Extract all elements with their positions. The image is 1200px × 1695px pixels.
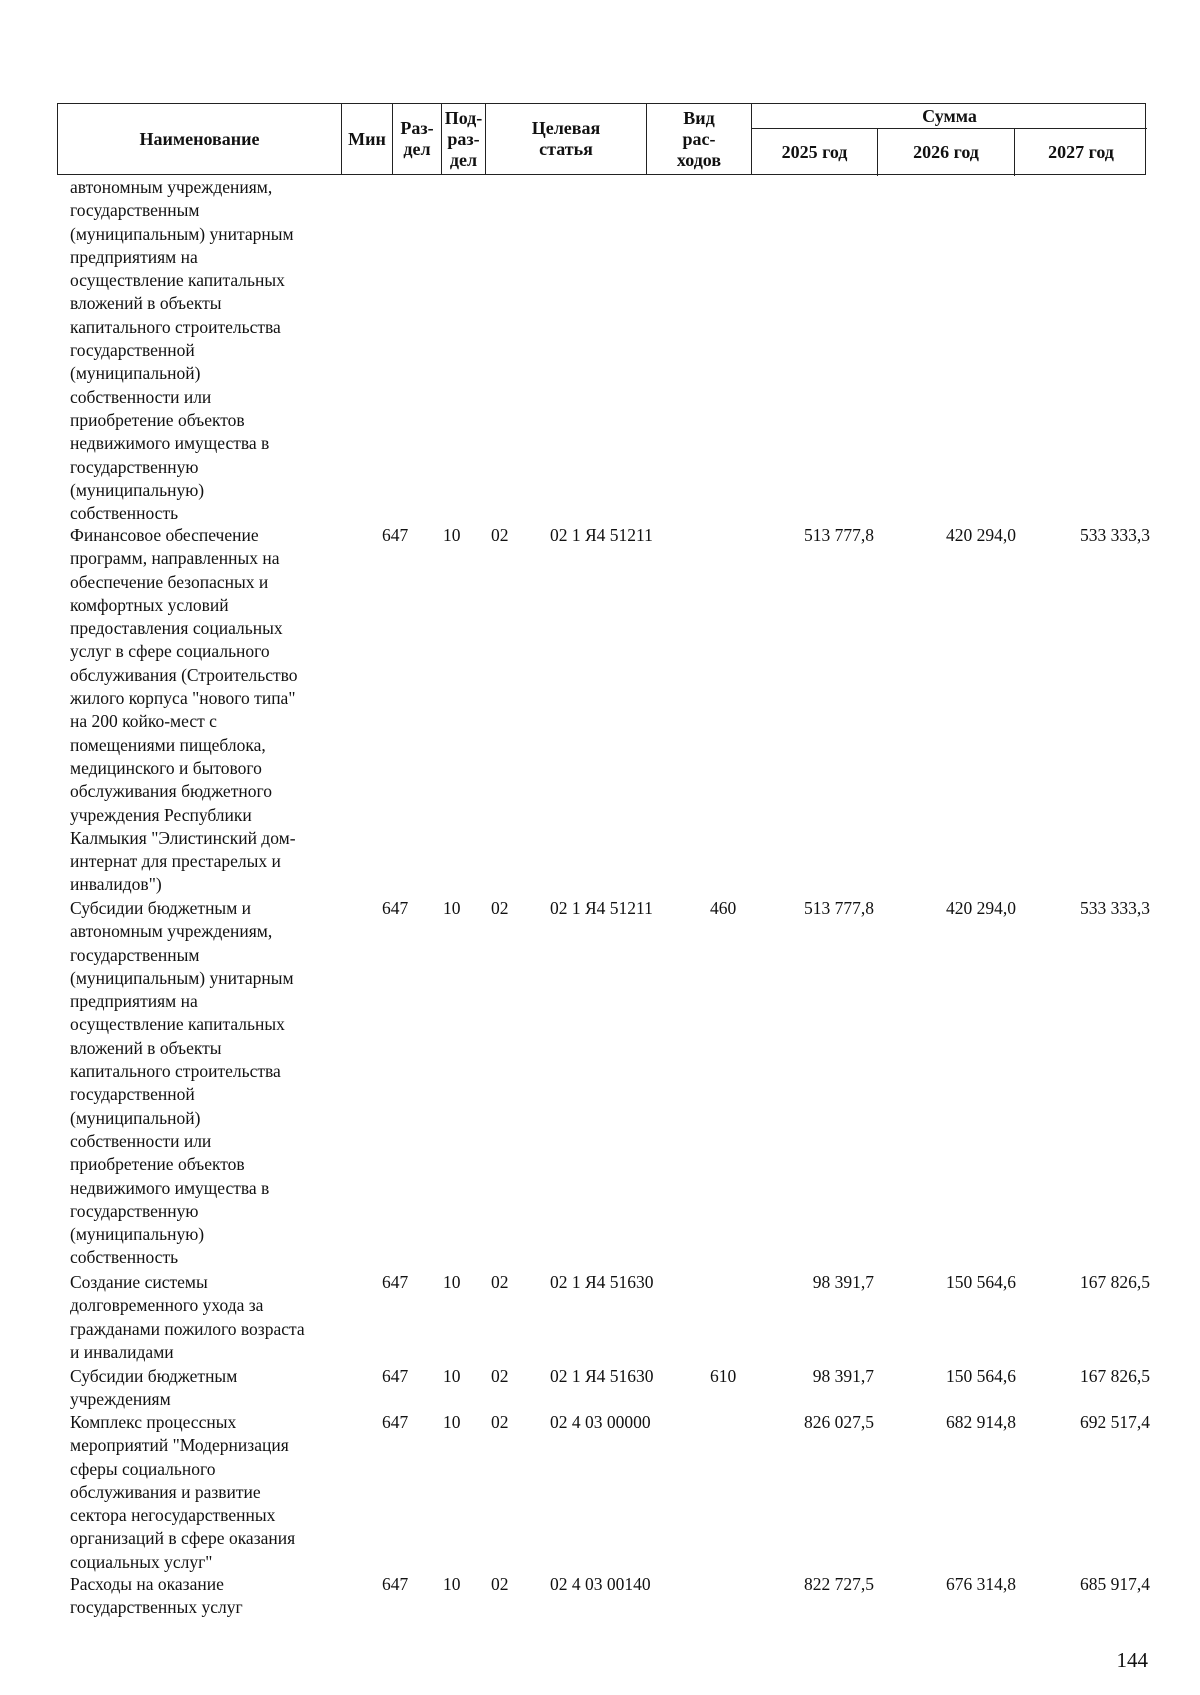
row-min: 647 (382, 525, 409, 545)
row-vid-rashodov: 460 (710, 898, 737, 918)
row-celevaya-statya: 02 1 Я4 51630 (550, 1272, 654, 1292)
row-name: Субсидии бюджетным учреждениям (70, 1366, 238, 1410)
header-year-2026: 2026 год (878, 129, 1015, 176)
row-podrazdel: 02 (491, 525, 509, 545)
header-podrazdel: Под- раз- дел (442, 104, 486, 174)
row-name: Расходы на оказание государственных услуг (70, 1574, 243, 1618)
row-razdel: 10 (443, 1366, 461, 1386)
row-sum-2026: 682 914,8 (946, 1412, 1016, 1432)
row-podrazdel: 02 (491, 898, 509, 918)
row-sum-2025: 822 727,5 (804, 1574, 874, 1594)
row-podrazdel: 02 (491, 1412, 509, 1432)
row-sum-2025: 98 391,7 (812, 1366, 874, 1386)
row-sum-2026: 420 294,0 (946, 898, 1016, 918)
row-min: 647 (382, 1366, 409, 1386)
header-summa-group (752, 104, 1147, 174)
row-sum-2027: 533 333,3 (1080, 525, 1150, 545)
row-sum-2026: 150 564,6 (946, 1366, 1016, 1386)
row-sum-2027: 167 826,5 (1080, 1272, 1150, 1292)
header-year-2025: 2025 год (752, 129, 878, 176)
row-name: автономным учреждениям, государственным (муниципальным) унитарным предприятиям на осуществление капитальных вложений в объекты капитального строительства государственной (муниципальной) собственности или приобретение объектов недвижимого имущества в государственную (муниципальную) собственность (70, 177, 294, 524)
row-sum-2027: 685 917,4 (1080, 1574, 1150, 1594)
row-name: Комплекс процессных мероприятий "Модернизация сферы социального обслуживания и развитие сектора негосударственных организаций в сфере оказания социальных услуг" (70, 1412, 296, 1572)
row-celevaya-statya: 02 4 03 00140 (550, 1574, 651, 1594)
header-year-2027: 2027 год (1048, 142, 1114, 162)
row-razdel: 10 (443, 898, 461, 918)
row-razdel: 10 (443, 525, 461, 545)
row-min: 647 (382, 1272, 409, 1292)
row-sum-2027: 167 826,5 (1080, 1366, 1150, 1386)
row-celevaya-statya: 02 1 Я4 51211 (550, 898, 653, 918)
row-name: Субсидии бюджетным и автономным учреждениям, государственным (муниципальным) унитарным предприятиям на осуществление капитальных вложений в объекты капитального строительства государственной (муниципальной) собственности или приобретение объектов недвижимого имущества в государственную (муниципальную) собственность (70, 898, 294, 1268)
header-name: Наименование (58, 104, 342, 174)
row-podrazdel: 02 (491, 1272, 509, 1292)
row-sum-2026: 420 294,0 (946, 525, 1016, 545)
row-sum-2025: 98 391,7 (812, 1272, 874, 1292)
header-min: Мин (342, 104, 393, 174)
row-podrazdel: 02 (491, 1574, 509, 1594)
header-celevaya-statya: Целевая статья (486, 104, 647, 174)
row-razdel: 10 (443, 1574, 461, 1594)
header-summa: Сумма (752, 104, 1147, 129)
row-celevaya-statya: 02 1 Я4 51630 (550, 1366, 654, 1386)
row-sum-2026: 676 314,8 (946, 1574, 1016, 1594)
row-name: Создание системы долговременного ухода за гражданами пожилого возраста и инвалидами (70, 1272, 305, 1362)
row-sum-2025: 513 777,8 (804, 898, 874, 918)
row-sum-2025: 826 027,5 (804, 1412, 874, 1432)
row-celevaya-statya: 02 4 03 00000 (550, 1412, 651, 1432)
row-sum-2026: 150 564,6 (946, 1272, 1016, 1292)
table-header (57, 103, 1146, 175)
row-celevaya-statya: 02 1 Я4 51211 (550, 525, 653, 545)
row-min: 647 (382, 1412, 409, 1432)
row-name: Финансовое обеспечение программ, направленных на обеспечение безопасных и комфортных условий предоставления социальных услуг в сфере социального обслуживания (Строительство жилого корпуса "нового типа" на 200 койко-мест с помещениями пищеблока, медицинского и бытового обслуживания бюджетного учреждения Республики Калмыкия "Элистинский дом- интернат для престарелых и инвалидов") (70, 525, 298, 895)
header-vid-rashodov: Вид рас- ходов (647, 104, 752, 174)
row-min: 647 (382, 898, 409, 918)
row-razdel: 10 (443, 1412, 461, 1432)
page-number: 144 (1116, 1648, 1148, 1672)
row-sum-2025: 513 777,8 (804, 525, 874, 545)
row-sum-2027: 692 517,4 (1080, 1412, 1150, 1432)
row-min: 647 (382, 1574, 409, 1594)
header-razdel: Раз- дел (393, 104, 442, 174)
row-podrazdel: 02 (491, 1366, 509, 1386)
row-sum-2027: 533 333,3 (1080, 898, 1150, 918)
row-razdel: 10 (443, 1272, 461, 1292)
row-vid-rashodov: 610 (710, 1366, 737, 1386)
